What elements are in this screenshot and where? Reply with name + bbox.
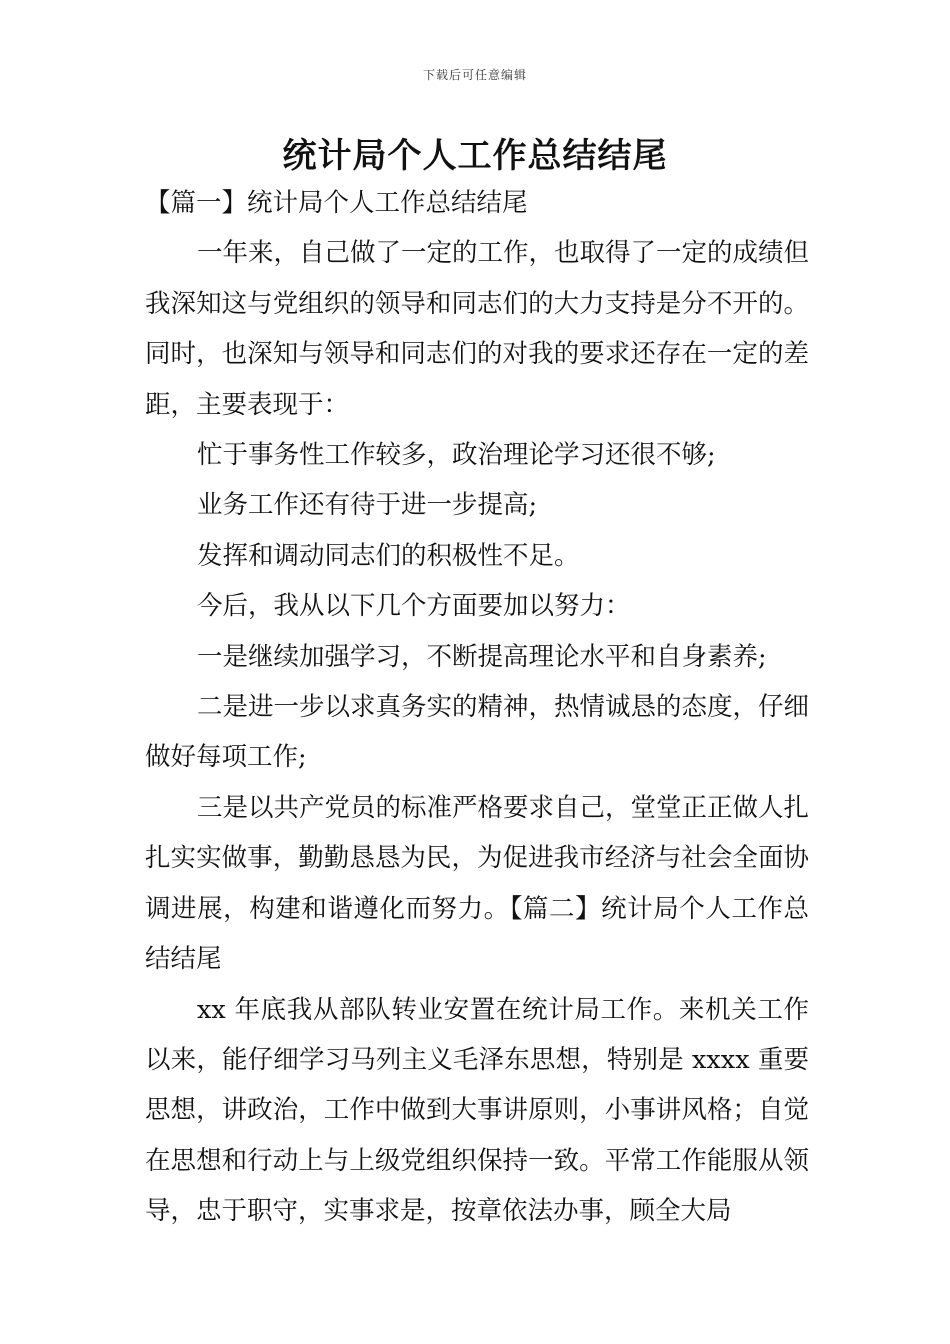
paragraph: 三是以共产党员的标准严格要求自己，堂堂正正做人扎扎实实做事，勤勤恳恳为民，为促进我市经济与社会全面协调进展，构建和谐遵化而努力。【篇二】统计局个人工作总结结尾 <box>145 792 810 975</box>
document-body <box>145 178 809 1237</box>
paragraph: xx 年底我从部队转业安置在统计局工作。来机关工作以来，能仔细学习马列主义毛泽东思想，特别是 xxxx 重要思想，讲政治，工作中做到大事讲原则，小事讲风格；自觉在思想和行动上与上级党组织保持一致。平常工作能服从领导，忠于职守，实事求是，按章依法办事，顾全大局 <box>145 994 809 1227</box>
paragraph: 忙于事务性工作较多，政治理论学习还很不够; <box>197 440 716 471</box>
section-heading: 【篇一】统计局个人工作总结结尾 <box>145 188 528 218</box>
paragraph: 一年来，自己做了一定的工作，也取得了一定的成绩但我深知这与党组织的领导和同志们的大力支持是分不开的。同时，也深知与领导和同志们的对我的要求还存在一定的差距，主要表现于： <box>145 238 810 420</box>
header-note: 下载后可任意编辑 <box>422 68 527 82</box>
paragraph: 业务工作还有待于进一步提高; <box>197 490 538 521</box>
paragraph: 一是继续加强学习，不断提高理论水平和自身素养; <box>197 641 767 672</box>
paragraph: 今后，我从以下几个方面要加以努力： <box>197 591 631 622</box>
page-title: 统计局个人工作总结结尾 <box>282 136 668 176</box>
paragraph: 二是进一步以求真务实的精神，热情诚恳的态度，仔细做好每项工作; <box>145 692 810 773</box>
paragraph: 发挥和调动同志们的积极性不足。 <box>197 540 580 571</box>
